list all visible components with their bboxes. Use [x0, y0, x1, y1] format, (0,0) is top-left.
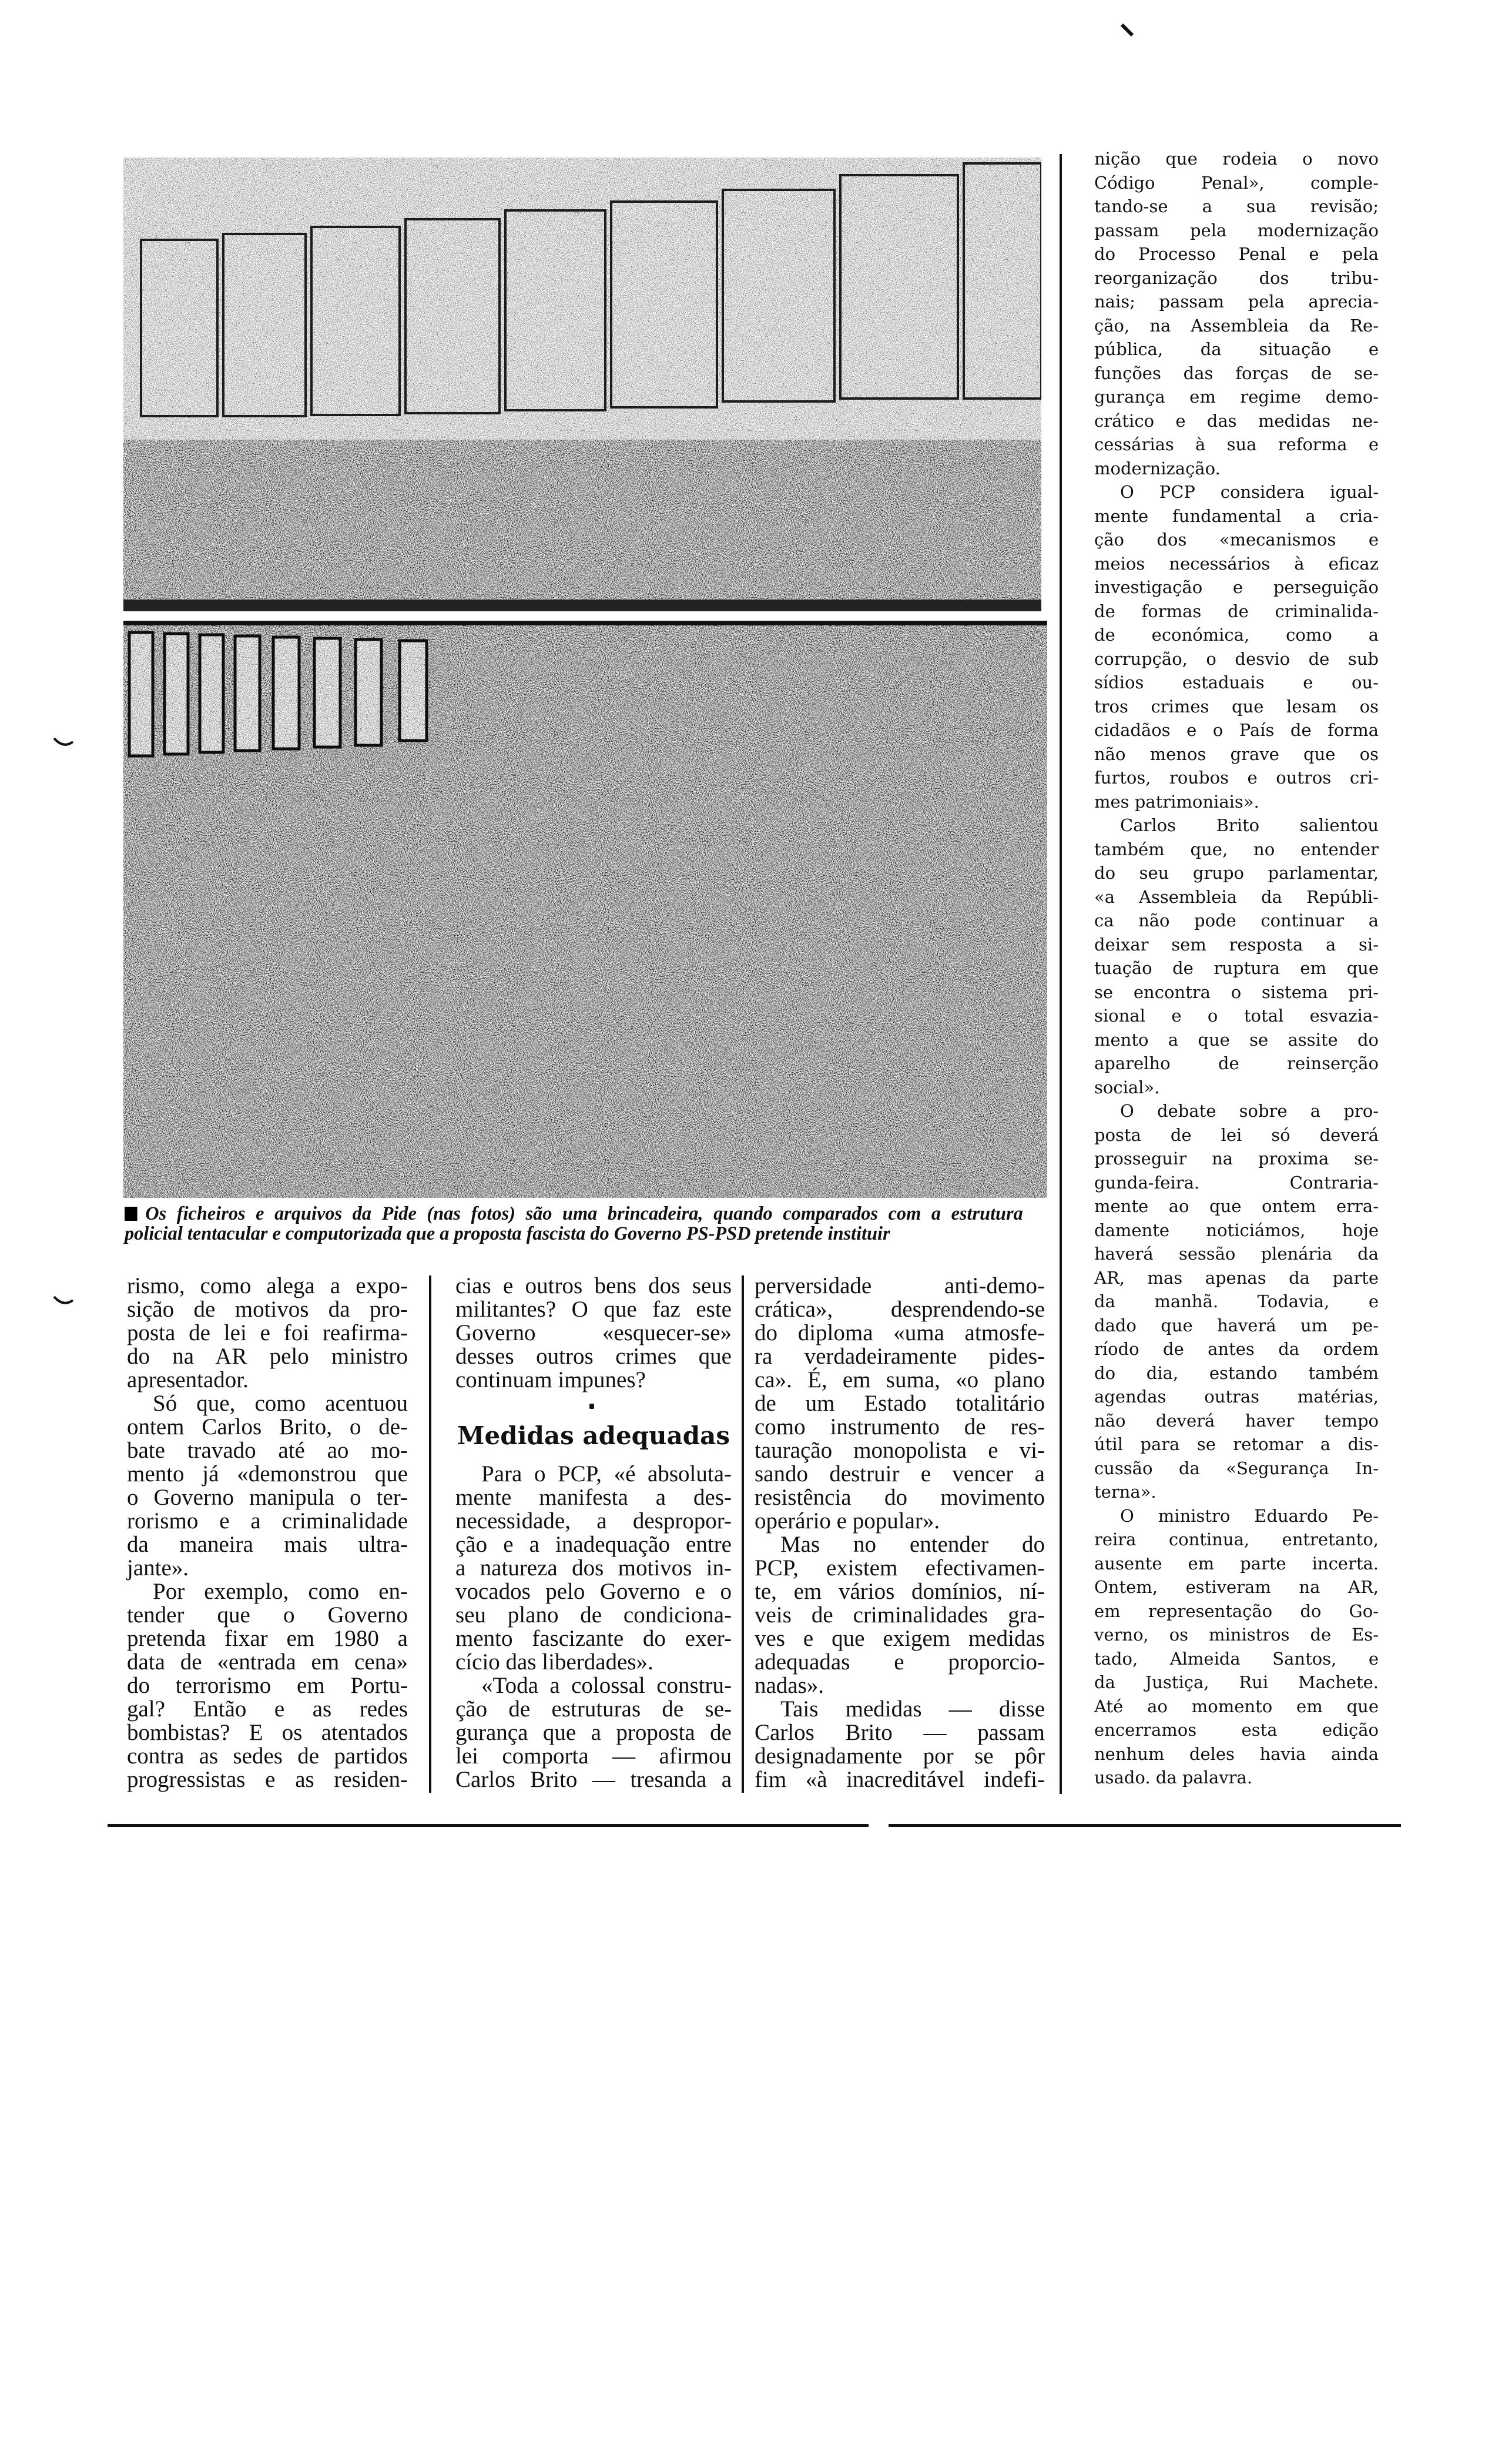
text-line: dado que haverá um pe- — [1094, 1315, 1379, 1335]
text-line: ção, na Assembleia da Re- — [1094, 315, 1379, 336]
text-line: Código Penal», comple- — [1094, 172, 1379, 193]
text-line: cussão da «Segurança In- — [1094, 1458, 1379, 1478]
text-line: cício das liberdades». — [455, 1649, 653, 1675]
text-line: tros crimes que lesam os — [1094, 696, 1379, 717]
text-line: pretenda fixar em 1980 a — [127, 1626, 408, 1651]
text-line: veis de criminalidades gra- — [755, 1602, 1045, 1628]
text-line: mento já «demonstrou que — [127, 1461, 408, 1487]
text-line: ra verdadeiramente pides- — [755, 1344, 1045, 1369]
text-line: desses outros crimes que — [455, 1344, 732, 1369]
text-line: mente fundamental a cria- — [1094, 505, 1379, 526]
text-line: Carlos Brito — passam — [755, 1720, 1045, 1745]
text-line: funções das forças de se- — [1094, 363, 1379, 383]
text-line: crático e das medidas ne- — [1094, 410, 1379, 431]
text-line: tado, Almeida Santos, e — [1094, 1648, 1379, 1669]
text-line: sídios estaduais e ou- — [1094, 672, 1379, 692]
text-line: continuam impunes? — [455, 1367, 646, 1392]
caption-line: policial tentacular e computorizada que a proposta fascista do Governo PS-PSD pretende instituir — [125, 1223, 890, 1244]
text-line: damente noticiámos, hoje — [1094, 1220, 1379, 1240]
text-line: também que, no entender — [1094, 839, 1379, 859]
text-line: ção e a inadequação entre — [455, 1532, 732, 1557]
text-line: posta de lei só deverá — [1094, 1124, 1379, 1145]
article-column-2-top — [455, 1274, 732, 1392]
text-line: como instrumento de res- — [755, 1414, 1045, 1439]
scan-mark — [1119, 22, 1137, 40]
text-line: ção dos «mecanismos e — [1094, 530, 1379, 550]
text-line: rorismo e a criminalidade — [127, 1508, 408, 1534]
text-line: Carlos Brito salientou — [1120, 815, 1379, 835]
paragraph — [455, 1274, 732, 1392]
text-line: ves e que exigem medidas — [755, 1626, 1045, 1651]
text-line: bate travado até ao mo- — [127, 1438, 408, 1463]
text-line: gurança que a proposta de — [455, 1720, 732, 1745]
bottom-rule — [889, 1824, 1401, 1827]
text-line: agendas outras matérias, — [1094, 1387, 1379, 1407]
article-column-right — [1094, 147, 1379, 1790]
text-line: designadamente por se pôr — [755, 1743, 1045, 1769]
text-line: ca». É, em suma, «o plano — [755, 1367, 1045, 1392]
photo-archive-binders — [123, 158, 1041, 611]
text-line: social». — [1094, 1077, 1160, 1097]
paragraph — [755, 1274, 1045, 1533]
text-line: de económica, como a — [1094, 625, 1379, 645]
paragraph — [1094, 147, 1379, 480]
column-divider — [1060, 154, 1062, 1794]
text-line: modernização. — [1094, 458, 1221, 478]
text-line: Ontem, estiveram na AR, — [1094, 1577, 1379, 1597]
text-line: «a Assembleia da Repúbli- — [1094, 886, 1379, 907]
text-line: aparelho de reinserção — [1094, 1053, 1379, 1073]
text-line: do dia, estando também — [1094, 1362, 1379, 1383]
paragraph — [1094, 1099, 1379, 1504]
text-line: encerramos esta edição — [1094, 1720, 1379, 1740]
text-line: crática», desprendendo-se — [755, 1297, 1045, 1322]
text-line: ca não pode continuar a — [1094, 910, 1379, 930]
text-line: resistência do movimento — [755, 1485, 1045, 1510]
text-line: PCP, existem efectivamen- — [755, 1555, 1045, 1581]
text-line: sional e o total esvazia- — [1094, 1006, 1379, 1026]
text-line: mente manifesta a des- — [455, 1485, 732, 1510]
text-line: posta de lei e foi reafirma- — [127, 1320, 408, 1345]
text-line: mente ao que ontem erra- — [1094, 1196, 1379, 1216]
text-line: data de «entrada em cena» — [127, 1649, 408, 1675]
text-line: de formas de criminalida- — [1094, 601, 1379, 621]
column-divider — [742, 1275, 744, 1793]
text-line: sição de motivos da pro- — [127, 1297, 408, 1322]
section-separator-dot — [589, 1404, 594, 1409]
column-divider — [429, 1275, 431, 1793]
text-line: gunda-feira. Contraria- — [1094, 1172, 1379, 1193]
section-heading: Medidas adequadas — [457, 1421, 730, 1450]
paragraph — [1094, 813, 1379, 1099]
text-line: vocados pelo Governo e o — [455, 1579, 732, 1604]
text-line: militantes? O que faz este — [455, 1297, 732, 1322]
text-line: da Justiça, Rui Machete. — [1094, 1672, 1379, 1692]
text-line: terna». — [1094, 1482, 1157, 1502]
text-line: reira continua, entretanto, — [1094, 1529, 1379, 1549]
paragraph — [455, 1674, 732, 1792]
text-line: tando-se a sua revisão; — [1094, 196, 1379, 216]
text-line: Só que, como acentuou — [153, 1391, 408, 1416]
text-line: Governo «esquecer-se» — [455, 1320, 732, 1345]
text-line: investigação e perseguição — [1094, 577, 1379, 597]
text-line: do diploma «uma atmosfe- — [755, 1320, 1045, 1345]
text-line: nição que rodeia o novo — [1094, 149, 1379, 169]
text-line: tauração monopolista e vi- — [755, 1438, 1045, 1463]
text-line: «Toda a colossal constru- — [481, 1673, 732, 1698]
paragraph — [1094, 480, 1379, 813]
bottom-rule — [108, 1824, 869, 1827]
text-line: mento fascizante do exer- — [455, 1626, 732, 1651]
text-line: bombistas? E os atentados — [127, 1720, 408, 1745]
paragraph — [1094, 1504, 1379, 1790]
text-line: rismo, como alega a expo- — [127, 1273, 408, 1298]
text-line: o Governo manipula o ter- — [127, 1485, 408, 1510]
text-line: em representação do Go- — [1094, 1601, 1379, 1621]
text-line: meios necessários à eficaz — [1094, 553, 1379, 574]
scan-mark — [52, 1293, 75, 1311]
text-line: se encontra o sistema pri- — [1094, 982, 1379, 1002]
text-line: da manhã. Todavia, e — [1094, 1291, 1379, 1311]
text-line: nenhum deles havia ainda — [1094, 1743, 1379, 1764]
text-line: ausente em parte incerta. — [1094, 1553, 1379, 1574]
photo-archive-shelves — [123, 621, 1047, 1198]
text-line: a natureza dos motivos in- — [455, 1555, 732, 1581]
photo-binders-image — [123, 158, 1041, 611]
text-line: de um Estado totalitário — [755, 1391, 1045, 1416]
text-line: Para o PCP, «é absoluta- — [481, 1461, 732, 1487]
paragraph — [755, 1533, 1045, 1698]
text-line: nadas». — [755, 1673, 824, 1698]
text-line: mes patrimoniais». — [1094, 791, 1259, 812]
text-line: cessárias à sua reforma e — [1094, 434, 1379, 454]
text-line: não menos grave que os — [1094, 744, 1379, 764]
text-line: fim «à inacreditável indefi- — [755, 1767, 1045, 1792]
text-line: O PCP considera igual- — [1120, 482, 1379, 502]
text-line: AR, mas apenas da parte — [1094, 1267, 1379, 1288]
text-line: operário e popular». — [755, 1508, 940, 1534]
text-line: tuação de ruptura em que — [1094, 958, 1379, 978]
text-line: corrupção, o desvio de sub — [1094, 648, 1379, 669]
text-line: contra as sedes de partidos — [127, 1743, 408, 1769]
text-line: nais; passam pela aprecia- — [1094, 292, 1379, 312]
article-column-3 — [755, 1274, 1045, 1792]
text-line: da maneira mais ultra- — [127, 1532, 408, 1557]
text-line: do terrorismo em Portu- — [127, 1673, 408, 1698]
text-line: perversidade anti-demo- — [755, 1273, 1045, 1298]
text-line: útil para se retomar a dis- — [1094, 1434, 1379, 1454]
text-line: ontem Carlos Brito, o de- — [127, 1414, 408, 1439]
text-line: do Processo Penal e pela — [1094, 244, 1379, 264]
text-line: verno, os ministros de Es- — [1094, 1625, 1379, 1645]
text-line: O debate sobre a pro- — [1120, 1101, 1379, 1121]
text-line: adequadas e proporcio- — [755, 1649, 1045, 1675]
text-line: do seu grupo parlamentar, — [1094, 863, 1379, 883]
text-line: usado. da palavra. — [1094, 1767, 1253, 1787]
text-line: ríodo de antes da ordem — [1094, 1339, 1379, 1359]
text-line: haverá sessão plenária da — [1094, 1244, 1379, 1264]
text-line: reorganização dos tribu- — [1094, 267, 1379, 288]
text-line: tender que o Governo — [127, 1602, 408, 1628]
text-line: pública, da situação e — [1094, 339, 1379, 359]
text-line: O ministro Eduardo Pe- — [1120, 1505, 1379, 1526]
text-line: te, em vários domínios, ní- — [755, 1579, 1045, 1604]
text-line: seu plano de condiciona- — [455, 1602, 732, 1628]
text-line: mento a que se assite do — [1094, 1029, 1379, 1050]
text-line: cidadãos e o País de forma — [1094, 720, 1379, 740]
text-line: Até ao momento em que — [1094, 1696, 1379, 1716]
text-line: passam pela modernização — [1094, 220, 1379, 240]
article-column-1 — [127, 1274, 408, 1792]
paragraph — [127, 1274, 408, 1392]
scan-mark — [52, 735, 75, 752]
text-line: do na AR pelo ministro — [127, 1344, 408, 1369]
paragraph — [127, 1392, 408, 1580]
text-line: apresentador. — [127, 1367, 249, 1392]
paragraph — [455, 1462, 732, 1674]
text-line: Carlos Brito — tresanda a — [455, 1767, 732, 1792]
text-line: Por exemplo, como en- — [153, 1579, 408, 1604]
article-column-2-bottom — [455, 1462, 732, 1792]
text-line: progressistas e as residen- — [127, 1767, 408, 1792]
paragraph — [127, 1580, 408, 1792]
paragraph — [755, 1698, 1045, 1792]
text-line: Tais medidas — disse — [780, 1696, 1045, 1722]
text-line: gal? Então e as redes — [127, 1696, 408, 1722]
text-line: não deverá haver tempo — [1094, 1410, 1379, 1431]
text-line: cias e outros bens dos seus — [455, 1273, 732, 1298]
caption-line-text: Os ficheiros e arquivos da Pide (nas fotos) são uma brincadeira, quando comparados com a estrutura — [145, 1203, 1023, 1224]
photo-shelves-image — [123, 621, 1047, 1198]
text-line: gurança em regime demo- — [1094, 387, 1379, 407]
text-line: jante». — [127, 1555, 189, 1581]
text-line: furtos, roubos e outros cri- — [1094, 768, 1379, 788]
text-line: necessidade, a despropor- — [455, 1508, 732, 1534]
photo-caption — [125, 1204, 1023, 1244]
text-line: prosseguir na proxima se- — [1094, 1149, 1379, 1169]
text-line: Mas no entender do — [780, 1532, 1045, 1557]
caption-bullet-icon — [125, 1207, 138, 1221]
text-line: sando destruir e vencer a — [755, 1461, 1045, 1487]
text-line: deixar sem resposta a si- — [1094, 934, 1379, 955]
caption-line — [125, 1204, 1023, 1224]
text-line: ção de estruturas de se- — [455, 1696, 732, 1722]
text-line: lei comporta — afirmou — [455, 1743, 732, 1769]
